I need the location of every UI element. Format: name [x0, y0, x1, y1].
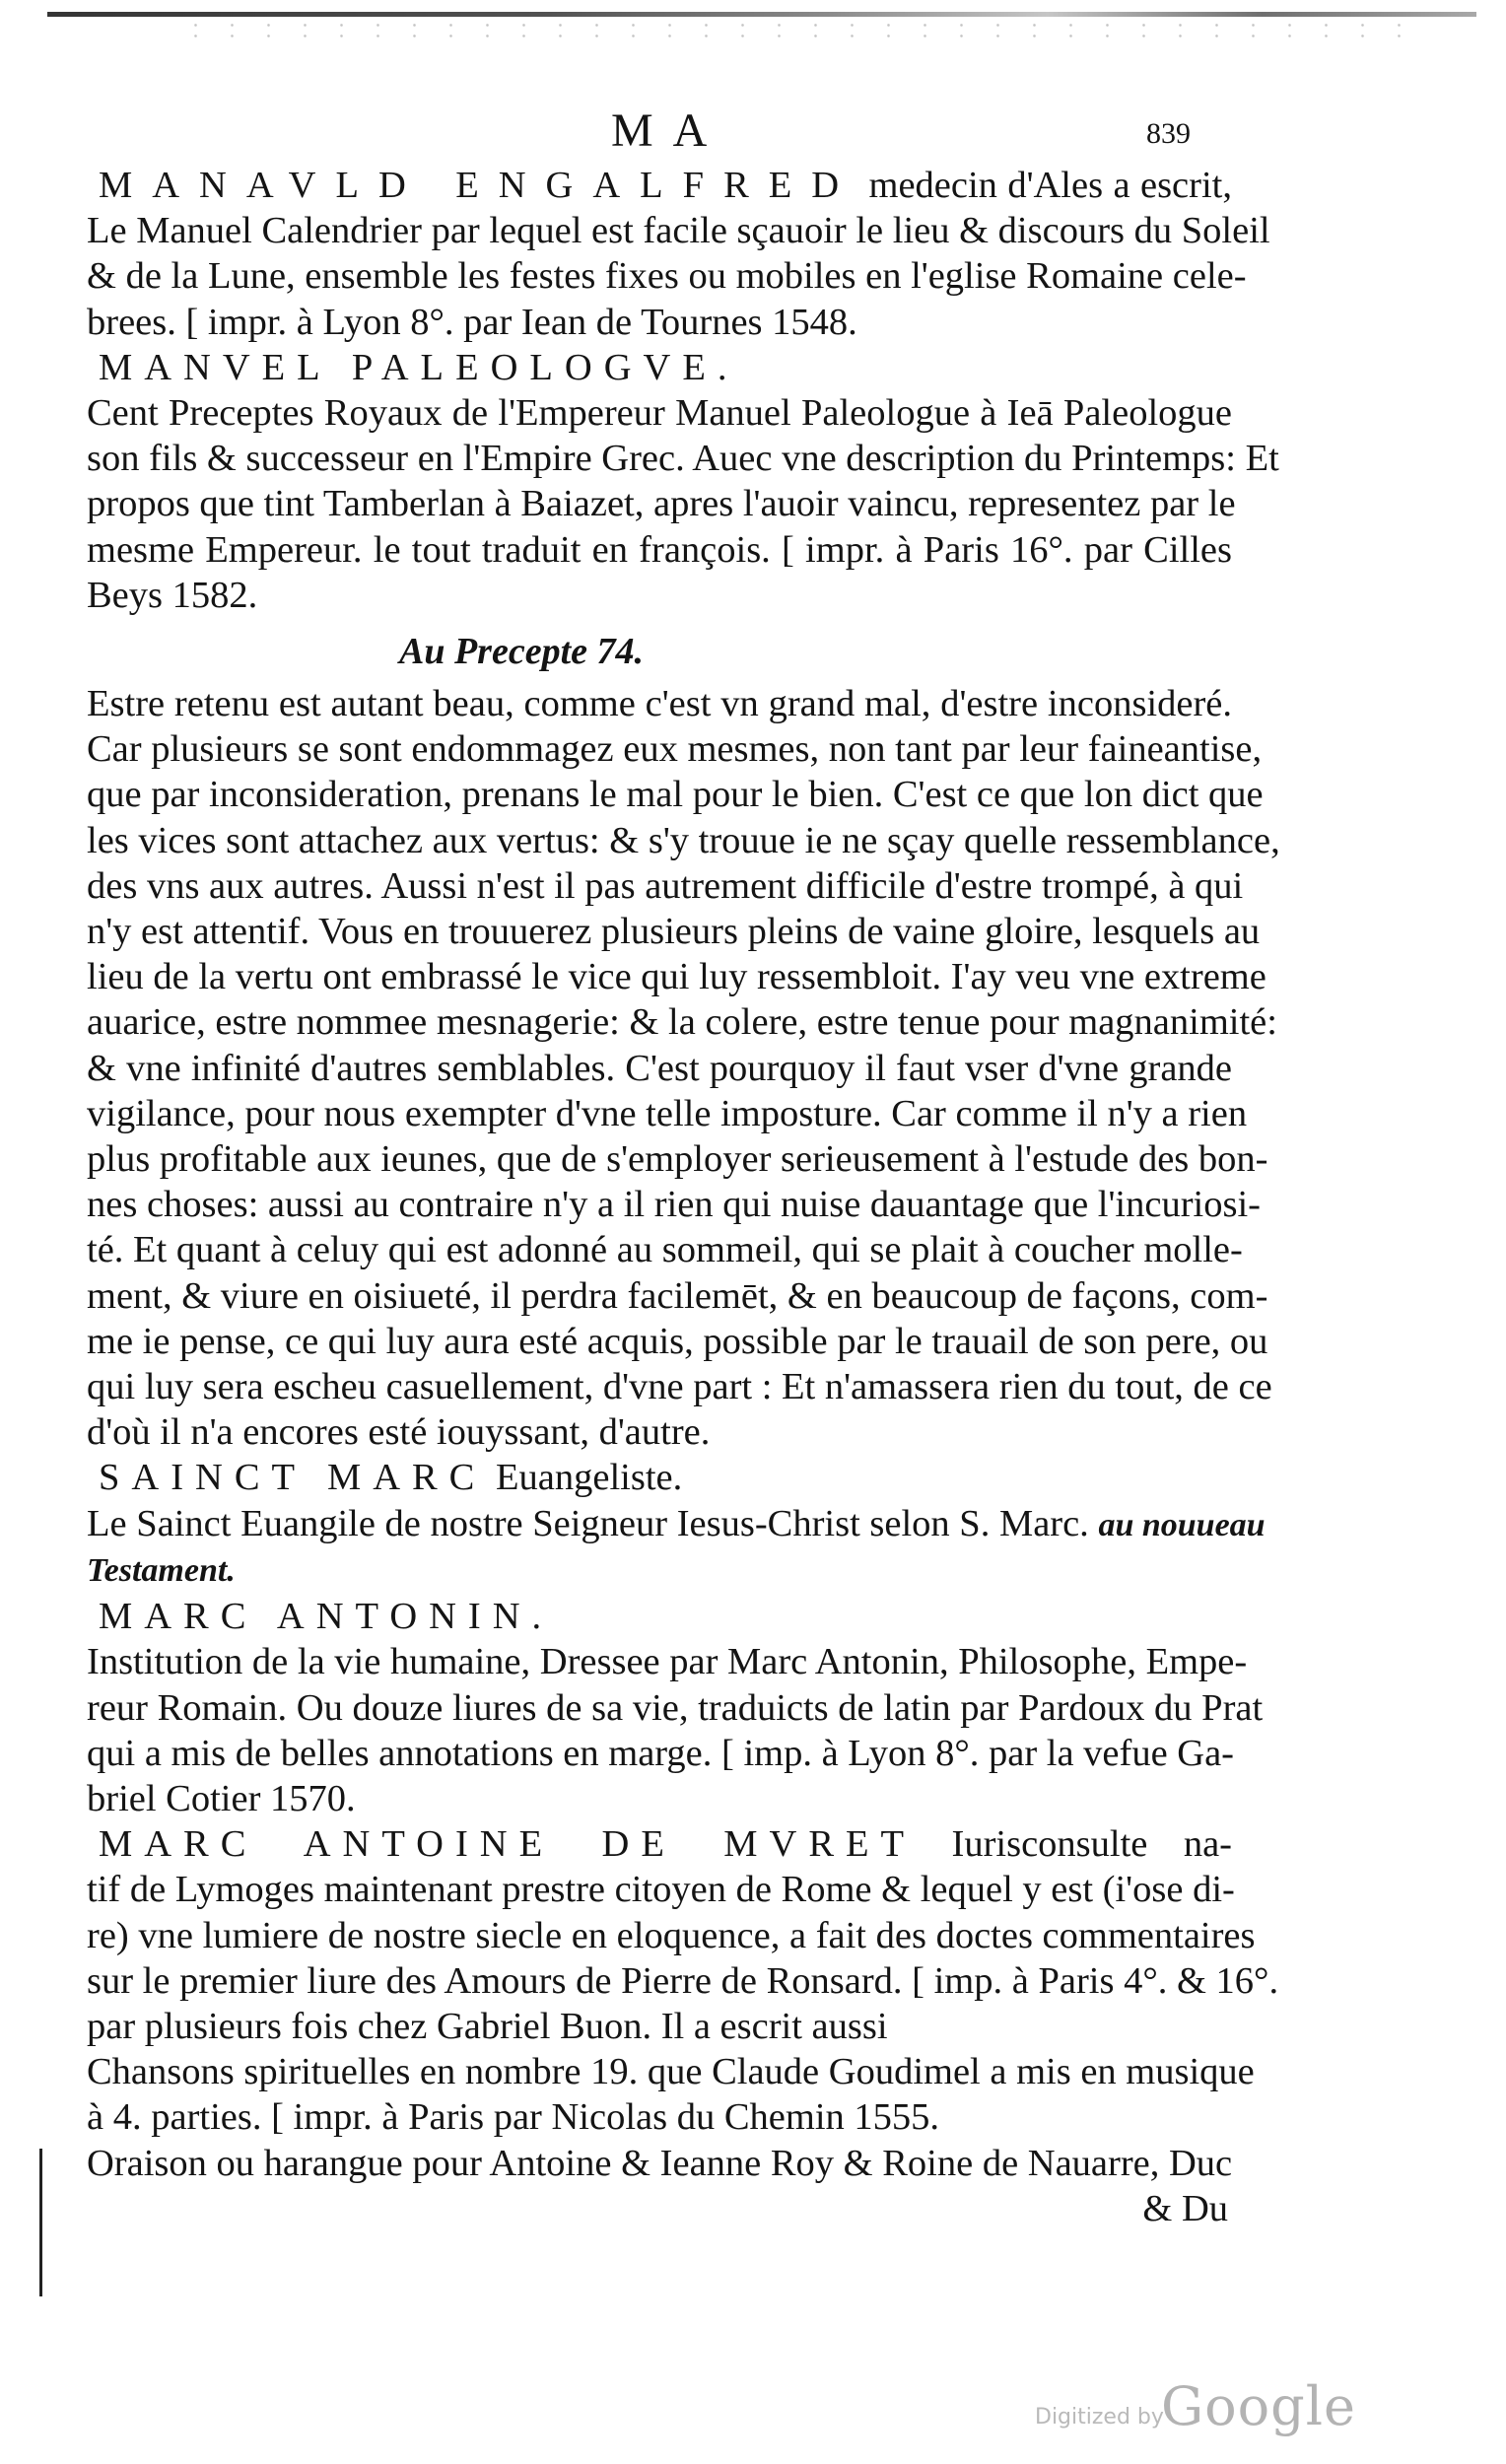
entry-text: Iurisconsulte na-	[951, 1823, 1232, 1866]
top-edge-specks	[177, 20, 1409, 37]
text-line: propos que tint Tamberlan à Baiazet, apres l'auoir vaincu, representez par le	[87, 483, 1236, 525]
entry-text: Euangeliste.	[496, 1457, 683, 1499]
text-line: les vices sont attachez aux vertus: & s'y trouue ie ne sçay quelle ressemblance,	[87, 819, 1280, 861]
text-line: n'y est attentif. Vous en trouuerez plusieurs pleins de vaine gloire, lesquels au	[87, 911, 1261, 953]
text-line: lieu de la vertu ont embrassé le vice qui luy ressembloit. I'ay veu vne extreme	[87, 956, 1266, 998]
entry-marc-heading	[87, 1455, 1232, 1500]
text-line: auarice, estre nommee mesnagerie: & la colere, estre tenue pour magnanimité:	[87, 1001, 1277, 1044]
entry-muret-heading	[87, 1821, 1232, 1867]
text-line: que par inconsideration, prenans le mal pour le bien. C'est ce que lon dict que	[87, 774, 1264, 816]
page-header	[0, 103, 1506, 163]
text-line: d'où il n'a encores esté iouyssant, d'autre.	[87, 1411, 711, 1454]
author-name: MARC ANTONIN.	[99, 1596, 554, 1638]
text-line: Le Sainct Euangile de nostre Seigneur Iesus-Christ selon S. Marc.	[87, 1502, 1089, 1544]
text-line: Chansons spirituelles en nombre 19. que Claude Goudimel a mis en musique	[87, 2051, 1255, 2093]
text-line: briel Cotier 1570.	[87, 1777, 356, 1819]
text-line: re) vne lumiere de nostre siecle en eloquence, a fait des doctes commentaires	[87, 1914, 1256, 1956]
top-edge-rule	[47, 12, 1476, 17]
text-line: son fils & successeur en l'Empire Grec. Auec vne description du Printemps: Et	[87, 438, 1279, 480]
left-margin-mark	[39, 2149, 42, 2296]
text-line: à 4. parties. [ impr. à Paris par Nicolas du Chemin 1555.	[87, 2096, 940, 2139]
text-line: Oraison ou harangue pour Antoine & Ieanne Roy & Roine de Nauarre, Duc	[87, 2142, 1233, 2184]
text-line: qui a mis de belles annotations en marge. [ imp. à Lyon 8°. par la vefue Ga-	[87, 1732, 1235, 1774]
text-line: des vns aux autres. Aussi n'est il pas autrement difficile d'estre trompé, à qui	[87, 864, 1244, 907]
text-line: Car plusieurs se sont endommagez eux mesmes, non tant par leur faineantise,	[87, 728, 1263, 771]
text-line: ment, & viure en oisiueté, il perdra facilemēt, & en beaucoup de façons, com-	[87, 1274, 1268, 1317]
catchword: & Du	[1142, 2187, 1228, 2229]
text-line: vigilance, pour nous exempter d'vne telle imposture. Car comme il n'y a rien	[87, 1092, 1248, 1134]
text-line: té. Et quant à celuy qui est adonné au sommeil, qui se plait à coucher molle-	[87, 1229, 1243, 1271]
text-line: sur le premier liure des Amours de Pierre de Ronsard. [ imp. à Paris 4°. & 16°.	[87, 1959, 1279, 2002]
text-line: me ie pense, ce qui luy aura esté acquis, possible par le trauail de son pere, ou	[87, 1320, 1268, 1362]
author-name: MARC ANTOINE DE MVRET	[99, 1823, 917, 1866]
section-heading: Au Precepte 74.	[398, 631, 644, 673]
page-body	[87, 163, 1280, 2231]
text-line: Le Manuel Calendrier par lequel est facile sçauoir le lieu & discours du Soleil	[87, 210, 1270, 252]
text-line: nes choses: aussi au contraire n'y a il rien qui nuise dauantage que l'incuriosi-	[87, 1184, 1261, 1226]
running-head: MA	[611, 104, 727, 157]
author-name: SAINCT MARC	[99, 1457, 487, 1499]
text-line: & de la Lune, ensemble les festes fixes ou mobiles en l'eglise Romaine cele-	[87, 255, 1247, 298]
text-line: par plusieurs fois chez Gabriel Buon. Il a escrit aussi	[87, 2005, 888, 2047]
digitized-label: Digitized by	[1035, 2405, 1164, 2430]
entry-manauld-heading	[87, 163, 1232, 208]
author-name: MANVEL PALEOLOGVE.	[99, 346, 739, 388]
digitized-by-google-watermark	[1035, 2375, 1429, 2454]
google-logo: Google	[1161, 2375, 1356, 2437]
entry-text: medecin d'Ales a escrit,	[868, 165, 1232, 206]
text-line: & vne infinité d'autres semblables. C'est pourquoy il faut vser d'vne grande	[87, 1047, 1232, 1089]
author-name: MANAVLD ENGALFRED	[99, 165, 859, 206]
text-line: brees. [ impr. à Lyon 8°. par Iean de Tournes 1548.	[87, 301, 857, 343]
text-line: Cent Preceptes Royaux de l'Empereur Manuel Paleologue à Ieā Paleologue	[87, 392, 1232, 435]
text-line: Institution de la vie humaine, Dressee par Marc Antonin, Philosophe, Empe-	[87, 1641, 1248, 1683]
text-line: reur Romain. Ou douze liures de sa vie, traduicts de latin par Pardoux du Prat	[87, 1686, 1264, 1729]
text-line: tif de Lymoges maintenant prestre citoyen de Rome & lequel y est (i'ose di-	[87, 1869, 1235, 1911]
text-line: Estre retenu est autant beau, comme c'est vn grand mal, d'estre inconsideré.	[87, 683, 1232, 725]
italic-note: Testament.	[87, 1551, 236, 1589]
text-line: Beys 1582.	[87, 574, 258, 616]
text-line: mesme Empereur. le tout traduit en françois. [ impr. à Paris 16°. par Cilles	[87, 528, 1232, 571]
page-number: 839	[1146, 117, 1191, 150]
text-line: qui luy sera escheu casuellement, d'vne part : Et n'amassera rien du tout, de ce	[87, 1366, 1272, 1408]
italic-note: au nouueau	[1098, 1506, 1266, 1543]
entry-marc-line	[87, 1501, 1266, 1548]
text-line: plus profitable aux ieunes, que de s'employer serieusement à l'estude des bon-	[87, 1138, 1268, 1181]
